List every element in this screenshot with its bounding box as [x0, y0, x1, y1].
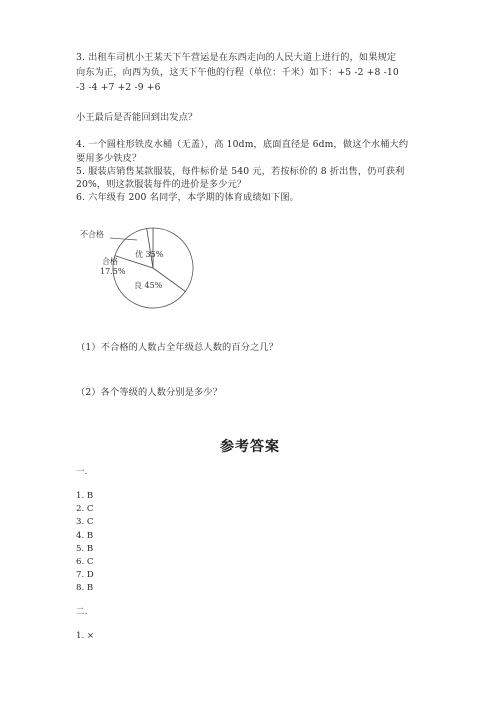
- answer-item: 6. C: [76, 557, 94, 567]
- q4-text-line2: 要用多少铁皮？: [76, 153, 142, 164]
- pass-label-pct: 17.5%: [100, 267, 126, 276]
- q3-question: 小王最后是否能回到出发点？: [76, 112, 198, 123]
- good-label: 良 45%: [134, 281, 163, 290]
- answer-item: 1. ×: [76, 631, 95, 641]
- answer-item: 1. B: [76, 491, 94, 501]
- section-2-heading: 二.: [76, 607, 88, 617]
- answer-item: 4. B: [76, 531, 94, 541]
- q3-text-line2: 向东为正，向西为负，这天下午他的行程（单位：千米）如下：+5 -2 +8 -10: [76, 67, 399, 78]
- q6-subquestion-1: （1）不合格的人数占全年级总人数的百分之几？: [76, 342, 279, 353]
- q4-text-line1: 4. 一个圆柱形铁皮水桶（无盖），高 10dm，底面直径是 6dm，做这个水桶大约: [76, 139, 409, 150]
- pass-label-name: 合格: [102, 257, 118, 266]
- pie-chart: [76, 218, 216, 318]
- answer-key-title: 参考答案: [220, 439, 280, 455]
- q3-text-line3: -3 -4 +7 +2 -9 +6: [76, 82, 161, 93]
- q3-text-line1: 3. 出租车司机小王某天下午营运是在东西走向的人民大道上进行的，如果规定: [76, 52, 397, 63]
- fail-label: 不合格: [80, 230, 104, 239]
- answer-item: 3. C: [76, 517, 94, 527]
- excellent-label: 优 35%: [135, 250, 164, 259]
- answer-item: 8. B: [76, 583, 94, 593]
- q6-text-line1: 6. 六年级有 200 名同学，本学期的体育成绩如下图。: [76, 192, 300, 203]
- q5-text-line2: 20%，则这款服装每件的进价是多少元？: [76, 179, 247, 190]
- answer-item: 5. B: [76, 544, 94, 554]
- q6-subquestion-2: （2）各个等级的人数分别是多少？: [76, 387, 223, 398]
- answer-item: 7. D: [76, 570, 94, 580]
- section-1-heading: 一.: [76, 467, 88, 477]
- answer-item: 2. C: [76, 504, 94, 514]
- q5-text-line1: 5. 服装店销售某款服装，每件标价是 540 元，若按标价的 8 折出售，仍可获利: [76, 166, 405, 177]
